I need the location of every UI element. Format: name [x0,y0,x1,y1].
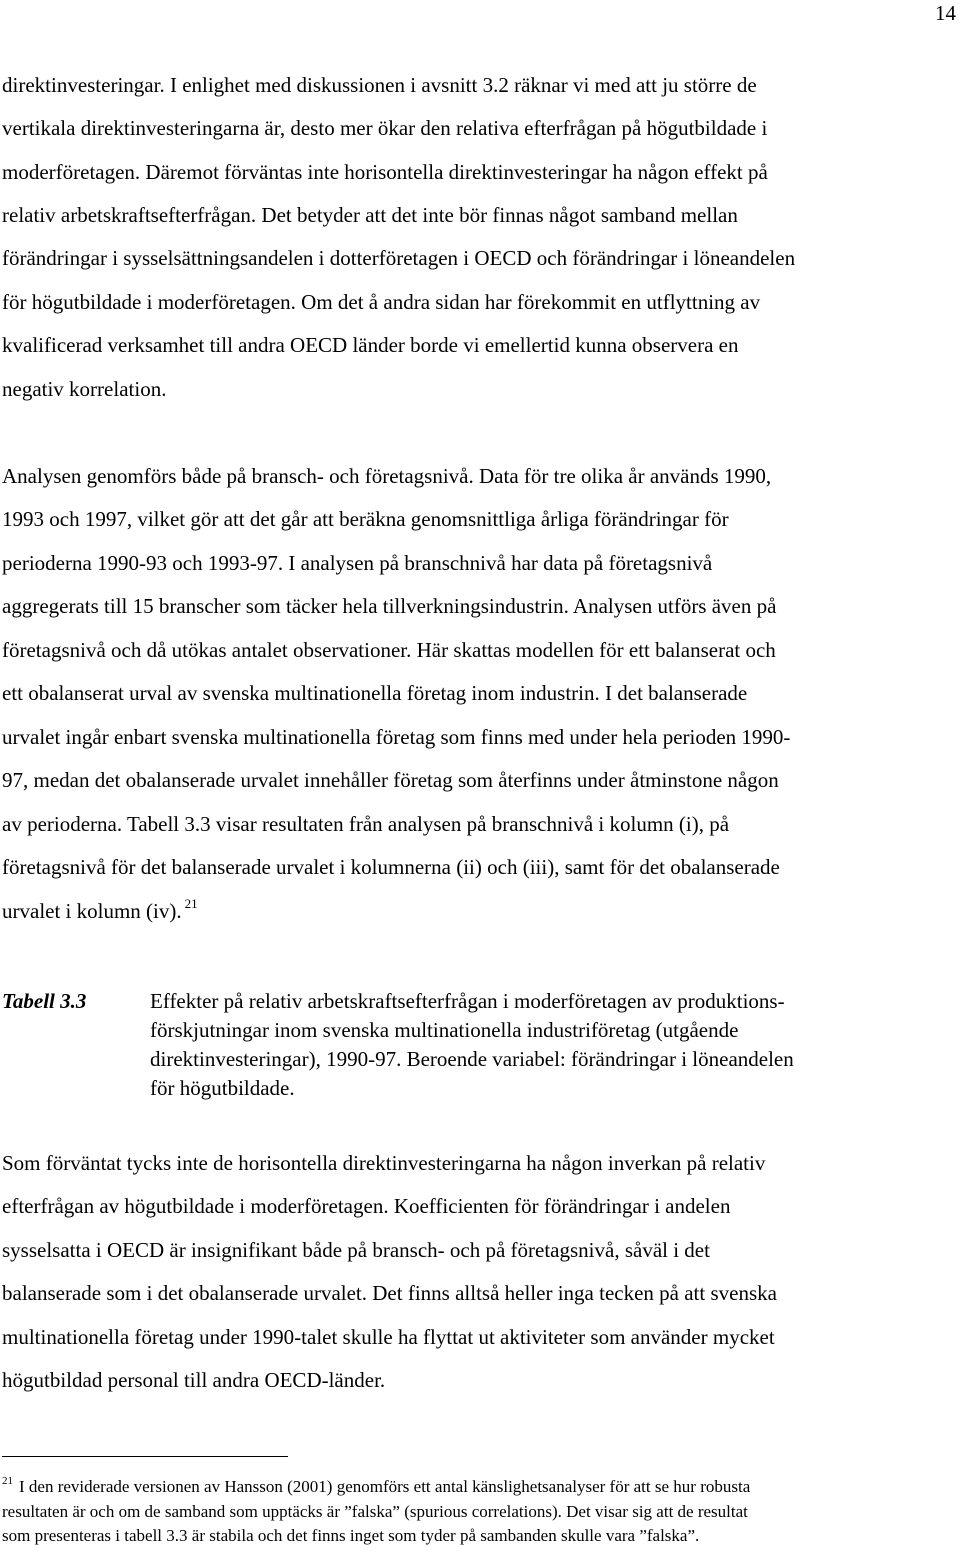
text-line: förändringar i sysselsättningsandelen i dotterföretagen i OECD och förändringar i löneandelen [2,246,796,270]
text-line: av perioderna. Tabell 3.3 visar resultaten från analysen på branschnivå i kolumn (i), på [2,812,730,836]
footnote-text: I den reviderade versionen av Hansson (2001) genomförs ett antal känslighetsanalyser för att se hur robusta [19,1477,751,1496]
footnote-line: som presenteras i tabell 3.3 är stabila och det finns inget som tyder på sambanden skulle vara ”falska”. [2,1526,700,1545]
text-line: multinationella företag under 1990-talet skulle ha flyttat ut aktiviteter som använder mycket [2,1325,775,1349]
text-line: moderföretagen. Däremot förväntas inte horisontella direktinvesteringar ha någon effekt på [2,160,768,184]
text-line: aggregerats till 15 branscher som täcker hela tillverkningsindustrin. Analysen utförs även på [2,594,777,618]
caption-line: förskjutningar inom svenska multinationella industriföretag (utgående [150,1018,739,1042]
text-line: 1993 och 1997, vilket gör att det går att beräkna genomsnittliga årliga förändringar för [2,507,729,531]
text-line: Analysen genomförs både på bransch- och företagsnivå. Data för tre olika år används 1990, [2,464,772,488]
text-line: vertikala direktinvesteringarna är, desto mer ökar den relativa efterfrågan på högutbildade i [2,116,768,140]
text-line: perioderna 1990-93 och 1993-97. I analysen på branschnivå har data på företagsnivå [2,551,713,575]
text-line: relativ arbetskraftsefterfrågan. Det betyder att det inte bör finnas något samband mellan [2,203,738,227]
text-line: för högutbildade i moderföretagen. Om det å andra sidan har förekommit en utflyttning av [2,290,761,314]
footnote-line [2,1476,750,1500]
caption-line: Effekter på relativ arbetskraftsefterfrågan i moderföretagen av produktions- [150,989,785,1013]
text-line: företagsnivå och då utökas antalet observationer. Här skattas modellen för ett balanserat och [2,638,776,662]
text-line: negativ korrelation. [2,377,167,401]
text-line: balanserade som i det obalanserade urvalet. Det finns alltså heller inga tecken på att svenska [2,1281,777,1305]
text-line: urvalet ingår enbart svenska multinationella företag som finns med under hela perioden 1990- [2,725,791,749]
text-line: företagsnivå för det balanserade urvalet i kolumnerna (ii) och (iii), samt för det obalanserade [2,855,780,879]
page-number: 14 [935,1,956,25]
caption-line: direktinvesteringar), 1990-97. Beroende variabel: förändringar i löneandelen [150,1047,794,1071]
text-line: ett obalanserat urval av svenska multinationella företag inom industrin. I det balanserade [2,681,748,705]
text-line: Som förväntat tycks inte de horisontella direktinvesteringarna ha någon inverkan på relativ [2,1151,766,1175]
table-label: Tabell 3.3 [2,989,87,1013]
text-line-content: urvalet i kolumn (iv). [2,899,182,923]
footnote-reference[interactable]: 21 [184,896,198,911]
text-line: 97, medan det obalanserade urvalet innehåller företag som återfinns under åtminstone någon [2,768,779,792]
text-line-last [2,898,198,927]
text-line: efterfrågan av högutbildade i moderföretagen. Koefficienten för förändringar i andelen [2,1194,731,1218]
text-line: högutbildad personal till andra OECD-länder. [2,1368,386,1392]
footnote-divider [2,1456,288,1457]
footnote-line: resultaten är och om de samband som upptäcks är ”falska” (spurious correlations). Det visar sig att de resultat [2,1502,748,1521]
caption-line: för högutbildade. [150,1076,295,1100]
text-line: sysselsatta i OECD är insignifikant både på bransch- och på företagsnivå, såväl i det [2,1238,710,1262]
text-line: direktinvesteringar. I enlighet med diskussionen i avsnitt 3.2 räknar vi med att ju större de [2,73,757,97]
footnote-mark: 21 [2,1475,13,1487]
text-line: kvalificerad verksamhet till andra OECD länder borde vi emellertid kunna observera en [2,333,739,357]
